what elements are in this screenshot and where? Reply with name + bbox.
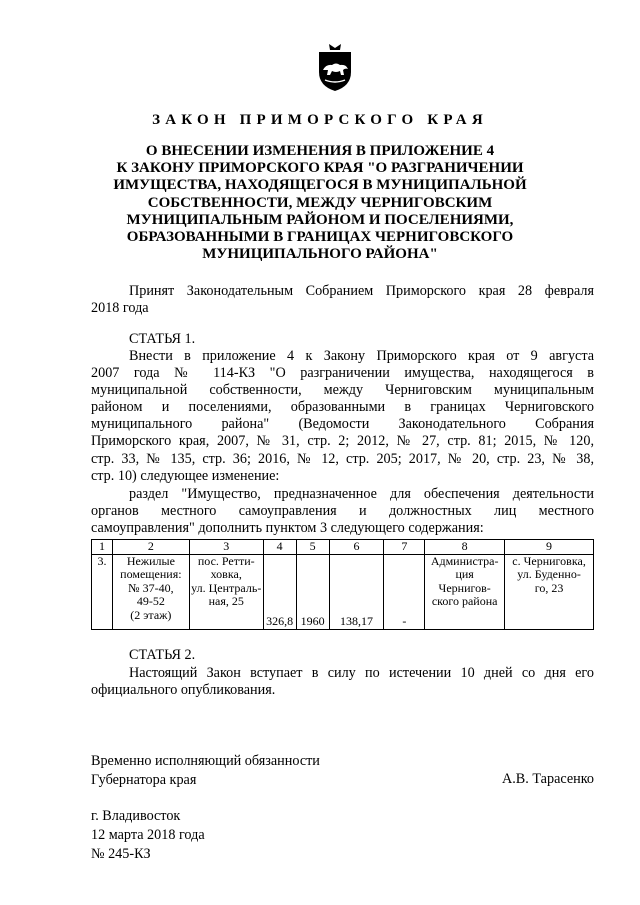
section-line: раздел "Имущество, предназначенное для обеспечения деятельности	[129, 486, 594, 502]
article1-line: Внести в приложение 4 к Закону Приморского края от 9 августа	[129, 348, 594, 364]
subject-line: МУНИЦИПАЛЬНОГО РАЙОНА"	[202, 246, 438, 263]
article2-line: Настоящий Закон вступает в силу по истечении 10 дней со дня его	[129, 665, 594, 681]
article2-heading: СТАТЬЯ 2.	[129, 647, 196, 663]
subject-line: ОБРАЗОВАННЫМИ В ГРАНИЦАХ ЧЕРНИГОВСКОГО	[126, 229, 514, 246]
cell-line: ция	[455, 567, 474, 581]
cell-line: 49-52	[136, 594, 165, 608]
dash-cell: -	[384, 554, 425, 629]
table-header-cell: 9	[505, 540, 594, 555]
article2-line: официального опубликования.	[91, 682, 276, 699]
cell-line: Чернигов-	[438, 580, 491, 595]
subject-line: ИМУЩЕСТВА, НАХОДЯЩЕГОСЯ В МУНИЦИПАЛЬНОЙ	[113, 177, 527, 194]
adopted-paragraph	[91, 283, 594, 317]
article1-line: 2007 года № 114-КЗ "О разграничении имущества, находящегося в	[91, 365, 594, 382]
cell-line: помещения:	[120, 567, 182, 581]
article1-heading: СТАТЬЯ 1.	[129, 331, 196, 347]
item-number-cell: 3.	[92, 554, 113, 629]
subject-line: О ВНЕСЕНИИ ИЗМЕНЕНИЯ В ПРИЛОЖЕНИЕ 4	[145, 143, 495, 159]
signatory-name: А.В. Тарасенко	[502, 771, 594, 787]
adopted-line: 2018 года	[91, 300, 149, 317]
cell-line: ского района	[431, 594, 498, 608]
property-table	[91, 539, 594, 630]
position-line: Губернатора края	[91, 772, 197, 788]
holder-cell	[425, 554, 505, 629]
section-paragraph	[91, 486, 594, 537]
cell-line: ул. Буденно-	[517, 567, 581, 581]
subject-line: СОБСТВЕННОСТИ, МЕЖДУ ЧЕРНИГОВСКИМ	[147, 194, 493, 211]
article1-line: Приморского края, 2007, № 31, стр. 2; 2012, № 27, стр. 81; 2015, № 120,	[91, 433, 594, 450]
article1-line: стр. 10) следующее изменение:	[91, 467, 280, 484]
place-line: г. Владивосток	[91, 808, 181, 824]
section-line: самоуправления" дополнить пунктом 3 следующего содержания:	[91, 520, 484, 537]
table-header-cell: 3	[189, 540, 263, 555]
law-title: ЗАКОН ПРИМОРСКОГО КРАЯ	[152, 112, 488, 128]
table-row	[92, 554, 594, 629]
place-date-number	[91, 807, 205, 864]
cell-line: ная, 25	[208, 594, 244, 608]
cell-line: Нежилые	[126, 553, 175, 568]
law-number-line: № 245-КЗ	[91, 846, 151, 862]
cell-line: пос. Ретти-	[197, 553, 255, 568]
position-line: Временно исполняющий обязанности	[91, 753, 320, 769]
cell-line: № 37-40,	[128, 580, 174, 595]
date-line: 12 марта 2018 года	[91, 827, 205, 843]
cell-line: ул. Централь-	[191, 580, 262, 595]
table-header-cell: 1	[92, 540, 113, 555]
cell-line: го, 23	[534, 580, 564, 595]
article1-paragraph	[91, 348, 594, 485]
law-subject	[100, 143, 540, 263]
address-cell	[189, 554, 263, 629]
table-header-cell: 2	[112, 540, 189, 555]
adopted-line: Принят Законодательным Собранием Приморского края 28 февраля	[129, 283, 594, 299]
subject-line: МУНИЦИПАЛЬНЫМ РАЙОНОМ И ПОСЕЛЕНИЯМИ,	[126, 211, 514, 228]
table-header-cell: 6	[329, 540, 384, 555]
property-name-cell	[112, 554, 189, 629]
year-cell: 1960	[296, 554, 329, 629]
area-cell: 326,8	[263, 554, 296, 629]
table-header-cell: 4	[263, 540, 296, 555]
cell-line: (2 этаж)	[130, 607, 172, 622]
table-header-cell: 7	[384, 540, 425, 555]
cell-line: ховка,	[210, 567, 242, 581]
article1-line: районом и поселениями, образованными в границах Черниговского	[91, 399, 594, 416]
cell-line: с. Черниговка,	[512, 553, 586, 568]
coat-of-arms-icon	[316, 42, 354, 92]
holder-address-cell	[505, 554, 594, 629]
value-cell: 138,17	[329, 554, 384, 629]
article1-line: муниципального района" (Ведомости Законодательного Собрания	[91, 416, 594, 433]
table-header-row	[92, 540, 594, 555]
signatory-position	[91, 752, 320, 790]
article1-line: муниципальной собственности, между Черниговским муниципальным	[91, 382, 594, 399]
article1-line: стр. 33, № 135, стр. 36; 2016, № 12, стр. 205; 2017, № 20, стр. 23, № 38,	[91, 450, 594, 467]
table-header-cell: 8	[425, 540, 505, 555]
table-header-cell: 5	[296, 540, 329, 555]
cell-line: Администра-	[430, 553, 499, 568]
section-line: органов местного самоуправления и должностных лиц местного	[91, 503, 594, 520]
article2-paragraph	[91, 665, 594, 699]
subject-line: К ЗАКОНУ ПРИМОРСКОГО КРАЯ "О РАЗГРАНИЧЕНИИ	[116, 160, 524, 177]
